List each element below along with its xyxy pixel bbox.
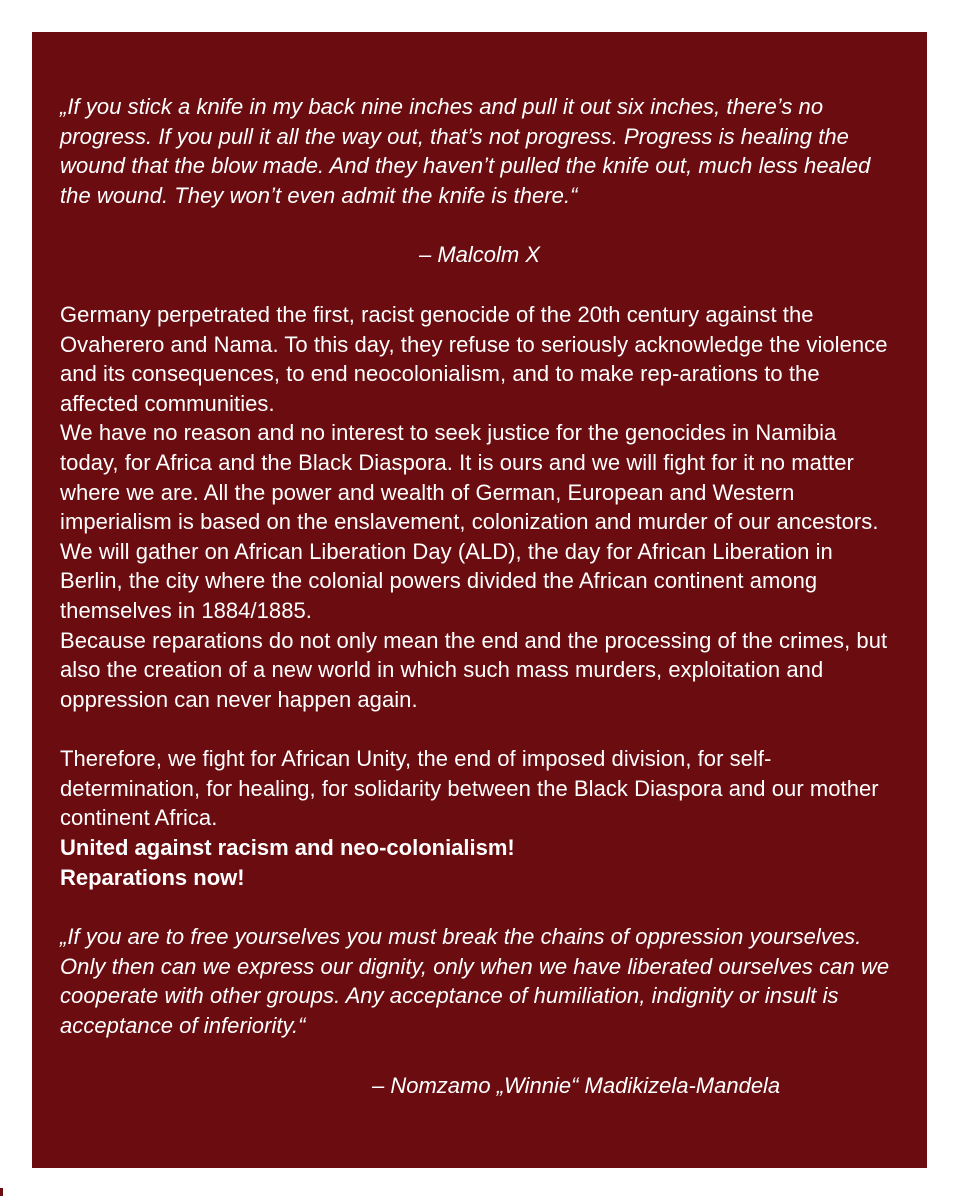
malcolm-x-quote: „If you stick a knife in my back nine inches and pull it out six inches, there’s no progress. If you pull it all the way out, that’s not progress. Progress is healing the wound that the blow made. And they haven’t pulled the knife out, much less healed the wound. They won’t even admit the knife is there.“ [60,94,871,208]
paragraph-genocide: Germany perpetrated the first, racist genocide of the 20th century against the Ovaherero and Nama. To this day, they refuse to seriously acknowledge the violence and its consequences, to end neocolonialism, and to make rep-arations to the affected communities. [60,301,888,416]
paragraph-unity: Therefore, we fight for African Unity, the end of imposed division, for self-determination, for healing, for solidarity between the Black Diaspora and our mother continent Africa. [60,746,879,831]
slogan-united: United against racism and neo-colonialism! [60,835,515,861]
winnie-mandela-attribution: – Nomzamo „Winnie“ Madikizela-Mandela [372,1072,781,1098]
statement-body [60,300,899,714]
statement-panel [32,32,927,1168]
corner-mark [0,1188,3,1196]
paragraph-justice: We have no reason and no interest to seek justice for the genocides in Namibia today, for Africa and the Black Diaspora. It is ours and we will fight for it no matter where we are. All the power and wealth of German, European and Western imperialism is based on the enslavement, colonization and murder of our ancestors. [60,420,879,535]
paragraph-ald: We will gather on African Liberation Day (ALD), the day for African Liberation in Berlin, the city where the colonial powers divided the African continent among themselves in 1884/1885. [60,538,833,623]
slogans [60,833,899,892]
winnie-mandela-quote: „If you are to free yourselves you must break the chains of oppression yourselves. Only then can we express our dignity, only when we have liberated ourselves can we cooperate with other groups. Any acceptance of humiliation, indignity or insult is acceptance of inferiority.“ [60,924,890,1039]
paragraph-reparations: Because reparations do not only mean the end and the processing of the crimes, but also the creation of a new world in which such mass murders, exploitation and oppression can never happen again. [60,627,888,712]
unity-block [60,744,899,833]
malcolm-x-attribution: – Malcolm X [418,242,541,268]
slogan-reparations: Reparations now! [60,864,245,890]
